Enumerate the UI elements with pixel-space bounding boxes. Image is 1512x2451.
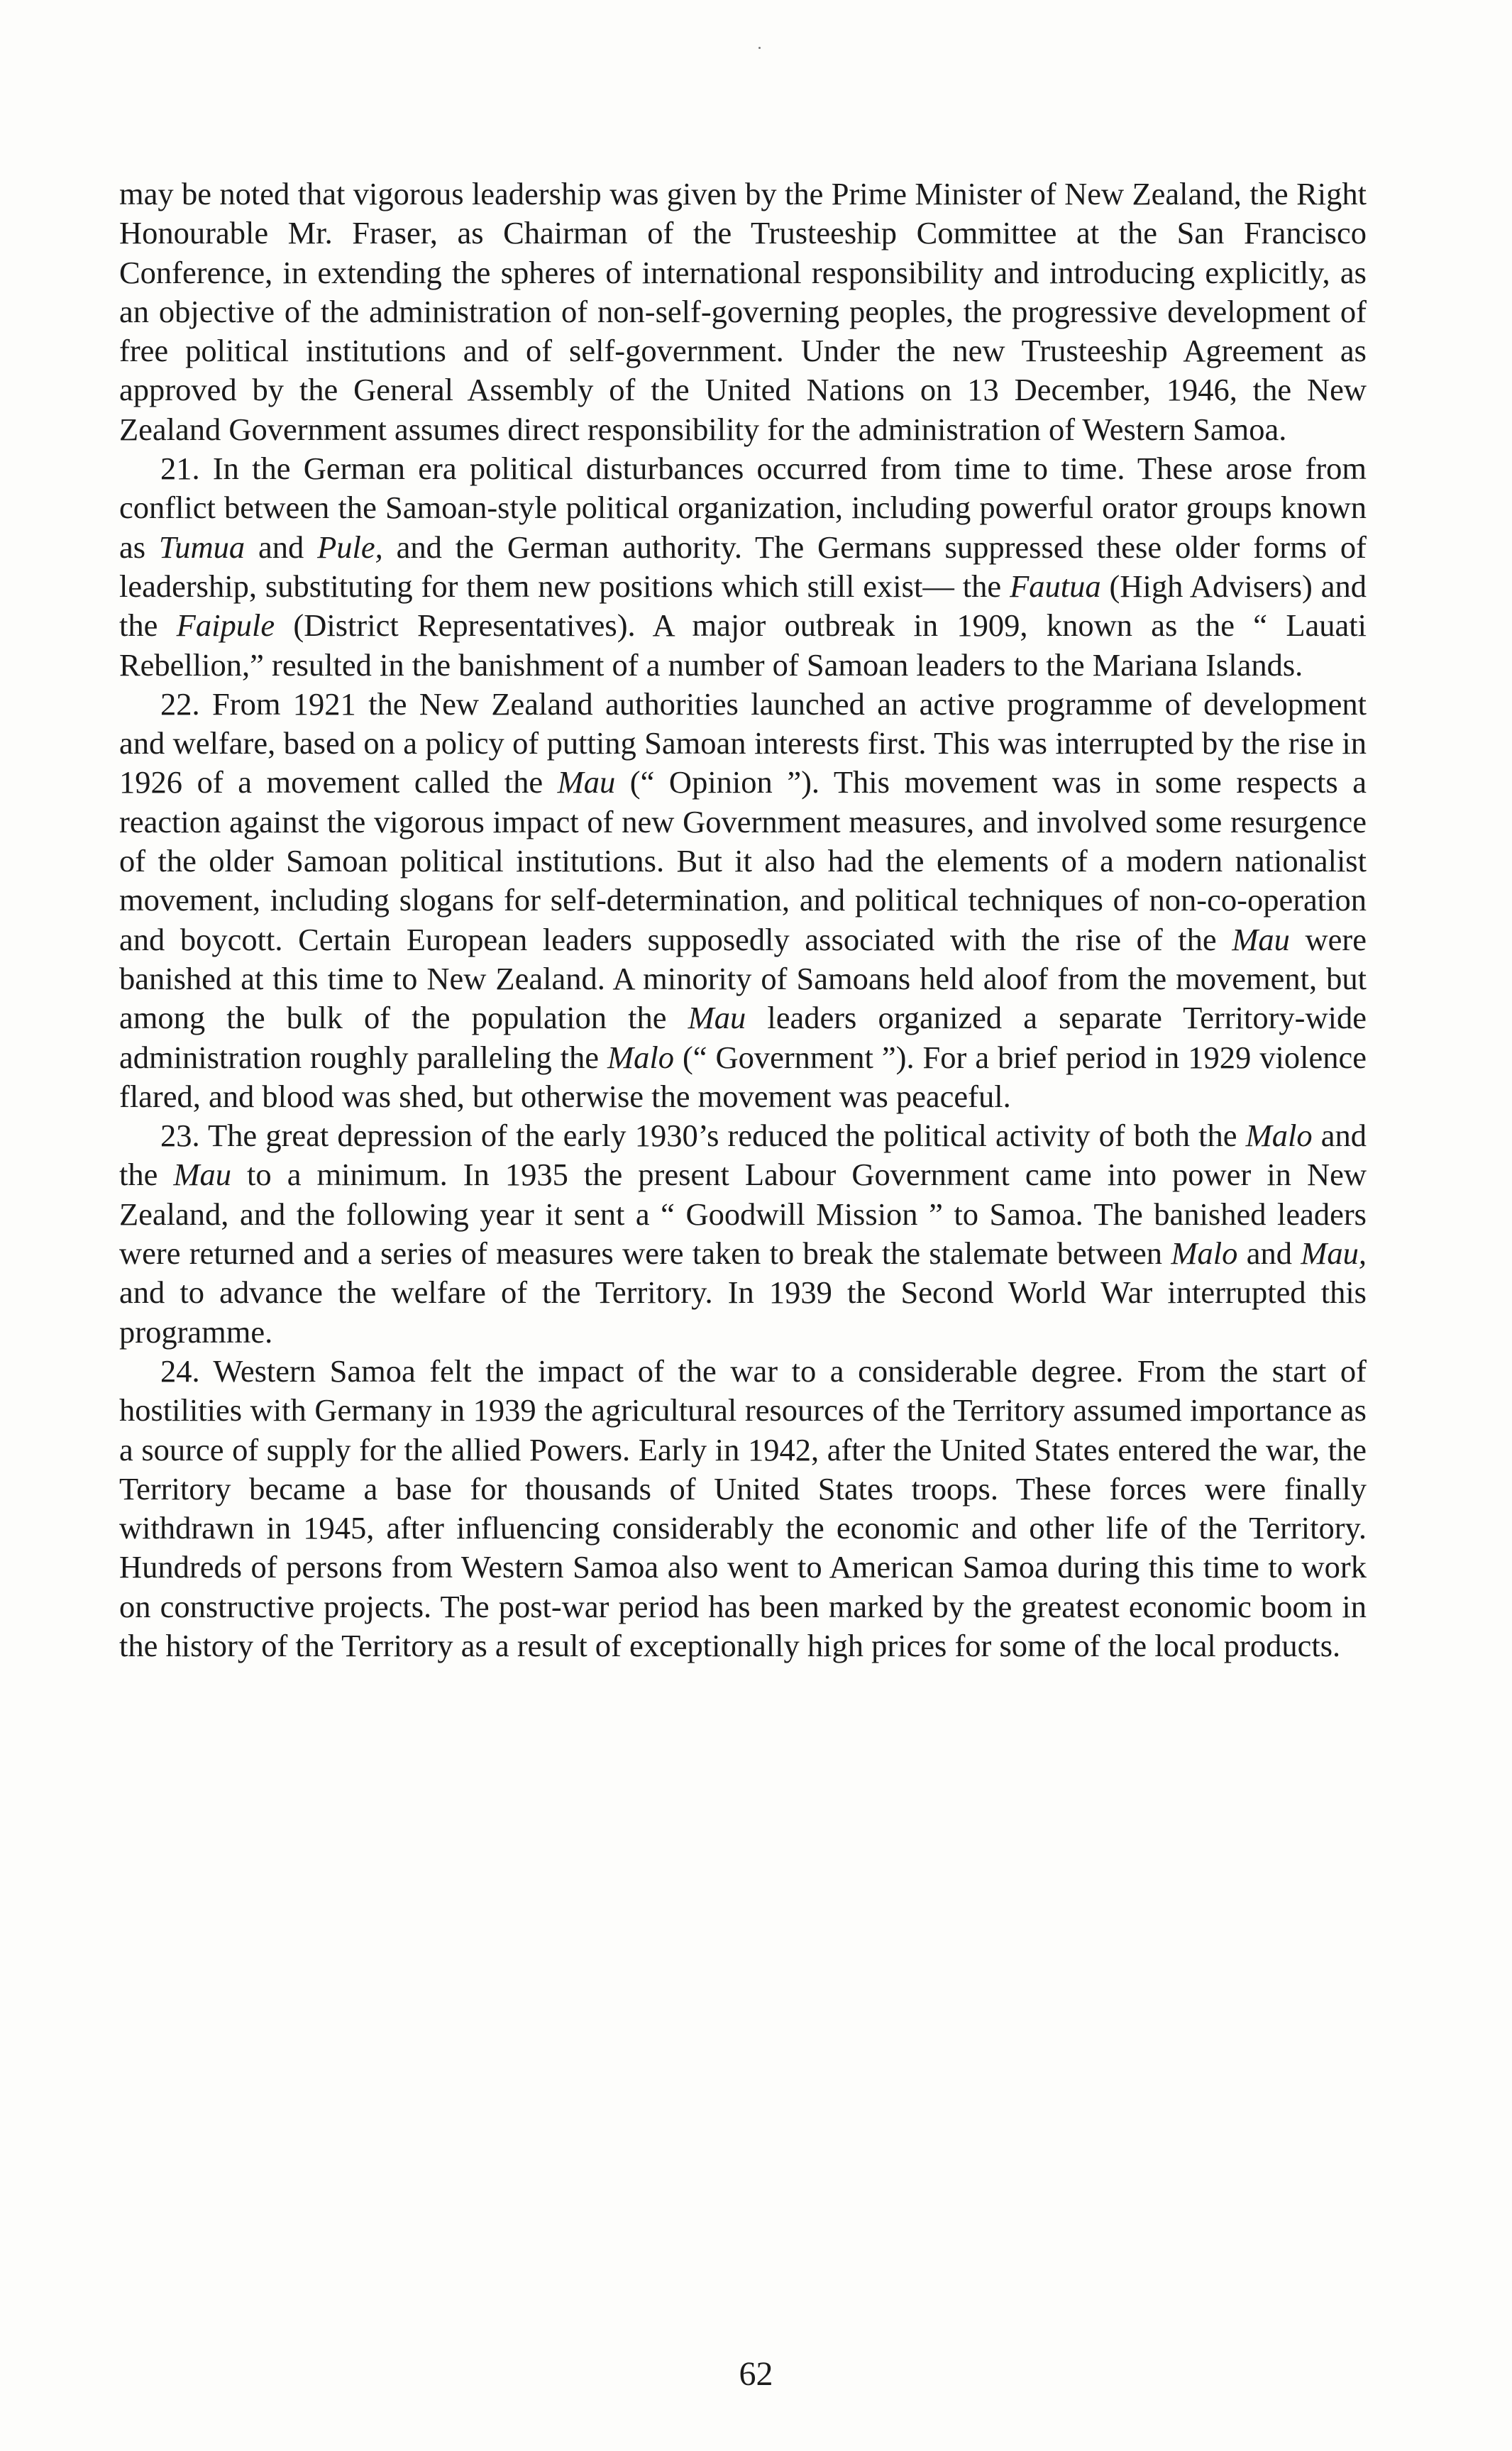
italic-term: Malo — [607, 1039, 674, 1075]
paragraph-20-continued — [119, 175, 1367, 449]
text-run: (“ Government ”). For a brief period in 1929 violence flared, and blood was shed, but otherwise the movement was peaceful. — [119, 1039, 1367, 1114]
text-run: may be noted that vigorous leadership was given by the Prime Minister of New Zealand, the Right Honourable Mr. Fraser, as Chairman of the Trusteeship Committee at the San Francisco Conference, in extending the spheres of international responsibility and introducing explicitly, as an objective of the administration of non-self-governing peoples, the progressive development of free political institutions and of self-government. Under the new Trusteeship Agreement as approved by the General Assembly of the United Nations on 13 December, 1946, the New Zealand Government assumes direct responsibility for the administration of Western Samoa. — [119, 176, 1367, 447]
text-run: were banished at this time to New Zealand. A minority of Samoans held aloof from the movement, but among the bulk of the population the — [119, 921, 1367, 1036]
text-run: 24. Western Samoa felt the impact of the war to a considerable degree. From the start of hostilities with Germany in 1939 the agricultural resources of the Territory assumed importance as a source of supply for the allied Powers. Early in 1942, after the United States entered the war, the Territory became a base for thousands of United States troops. These forces were finally withdrawn in 1945, after influencing considerably the economic and other life of the Territory. Hundreds of persons from Western Samoa also went to American Samoa during this time to work on constructive projects. The post-war period has been marked by the greatest economic boom in the history of the Territory as a result of exceptionally high prices for some of the local products. — [119, 1353, 1367, 1663]
italic-term: Mau — [173, 1157, 231, 1193]
text-run: 23. The great depression of the early 1930’s reduced the political activity of both the — [160, 1118, 1246, 1154]
text-run: (High Advisers) and the — [119, 568, 1367, 644]
italic-term: Mau — [557, 764, 616, 800]
text-run: (“ Opinion ”). This movement was in some respects a reaction against the vigorous impact of new Government measures, and involved some resurgence of the older Samoan political institutions. But it also had the elements of a modern nationalist movement, including slogans for self-determination, and political techniques of non-co-operation and boycott. Certain European leaders supposedly associated with the rise of the — [119, 764, 1367, 957]
scan-speck — [758, 47, 761, 49]
paragraph-24 — [119, 1352, 1367, 1665]
text-run: (District Representatives). A major outbreak in 1909, known as the “ Lauati Rebellion,” resulted in the banishment of a number of Samoan leaders to the Mariana Islands. — [119, 607, 1367, 683]
text-run: leaders organized a separate Territory-wide administration roughly paralleling the — [119, 1000, 1367, 1075]
italic-term: Fautua — [1010, 568, 1101, 604]
italic-term: Mau — [688, 1000, 746, 1036]
paragraph-23 — [119, 1116, 1367, 1352]
italic-term: Malo — [1171, 1235, 1238, 1272]
italic-term: Faipule — [176, 607, 275, 644]
text-run: 22. From 1921 the New Zealand authorities launched an active programme of development and welfare, based on a policy of putting Samoan interests first. This was interrupted by the rise in 1926 of a movement called the — [119, 685, 1367, 800]
paragraph-21 — [119, 449, 1367, 685]
text-run: to a minimum. In 1935 the present Labour Government came into power in New Zealand, and the following year it sent a “ Goodwill Mission ” to Samoa. The banished leaders were returned and a series of measures were taken to break the stalemate between — [119, 1157, 1367, 1272]
body-text — [119, 175, 1367, 1665]
italic-term: Tumua — [158, 529, 245, 565]
italic-term: Mau, — [1301, 1235, 1367, 1272]
paragraph-22 — [119, 685, 1367, 1116]
italic-term: Malo — [1245, 1118, 1313, 1154]
text-run: 21. In the German era political disturbances occurred from time to time. These arose from conflict between the Samoan-style political organization, including powerful orator groups known as — [119, 451, 1367, 565]
italic-term: Mau — [1232, 921, 1290, 957]
text-run: and the German authority. The Germans suppressed these older forms of leadership, substituting for them new positions which still exist— the — [119, 529, 1367, 604]
text-run: and the — [119, 1118, 1367, 1193]
italic-term: Pule, — [317, 529, 383, 565]
text-run: and to advance the welfare of the Territory. In 1939 the Second World War interrupted this programme. — [119, 1274, 1367, 1350]
page-number: 62 — [739, 2355, 773, 2393]
text-run: and — [1237, 1235, 1301, 1272]
text-run: and — [245, 529, 318, 565]
